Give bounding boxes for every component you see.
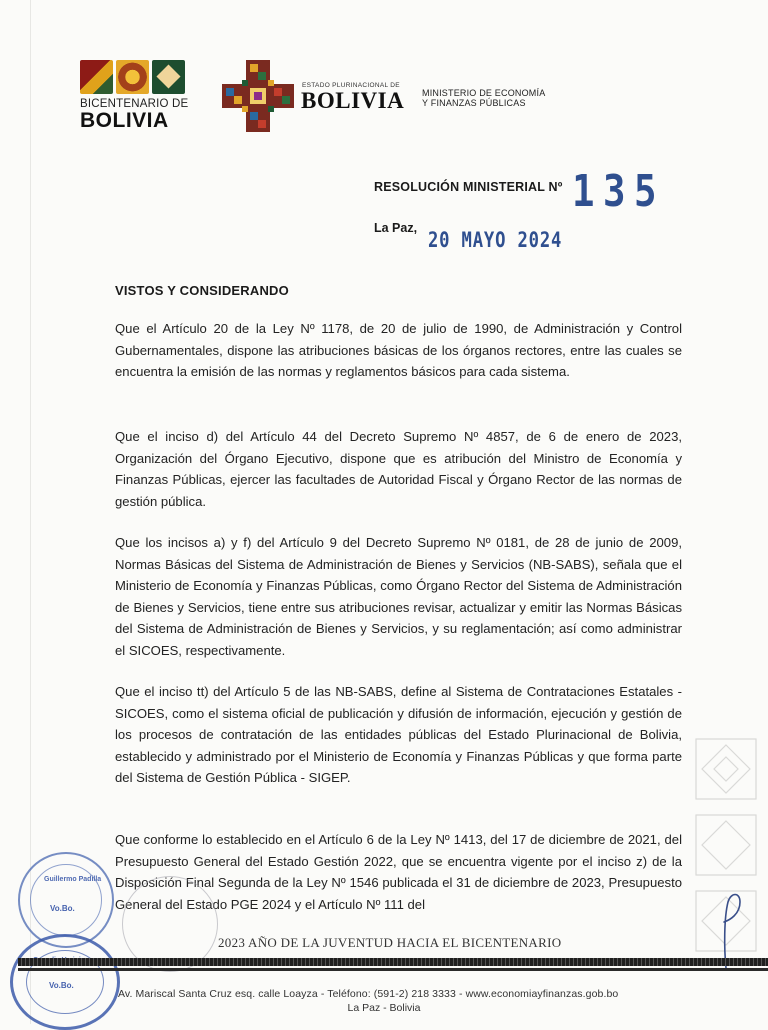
bicentenario-logo-icon	[80, 60, 200, 94]
ministerio-name	[422, 88, 572, 108]
logo-mark-diamond	[152, 60, 185, 94]
footer-rule-thick	[18, 958, 768, 966]
logo-mark-sun	[116, 60, 149, 94]
logo-mark-two	[80, 60, 113, 94]
footer-rule-thin	[18, 968, 768, 971]
paragraph-5: Que conforme lo establecido en el Artículo 6 de la Ley Nº 1413, del 17 de diciembre de 2021, del Presupuesto General del Estado Gestión 2022, que se encuentra vigente por el inciso z) de la Disposición Final Segunda de la Ley Nº 1546 publicada el 31 de diciembre de 2023, Presupuesto General del Estado PGE 2024 y el Artículo Nº 111 del	[115, 832, 682, 912]
estado-plurinacional-logo	[222, 58, 412, 138]
stamp-1-name: Guillermo Padilla	[44, 876, 102, 883]
paragraph-1: Que el Artículo 20 de la Ley Nº 1178, de 20 de julio de 1990, de Administración y Control Gubernamentales, dispone las atribuciones básicas de los órganos rectores, entre las cuales se encuentra la emisión de las normas y reglamentos básicos para cada sistema.	[115, 321, 682, 379]
stamp-1-vobo: Vo.Bo.	[50, 904, 75, 913]
paragraph-2: Que el inciso d) del Artículo 44 del Decreto Supremo Nº 4857, de 6 de enero de 2023, Organización del Órgano Ejecutivo, dispone que es atribución del Ministro de Economía y Finanzas Públicas, ejercer las facultades de Autoridad Fiscal y Órgano Rector de las normas de gestión pública.	[115, 429, 682, 509]
bicentenario-title: BOLIVIA	[80, 109, 169, 132]
section-heading: VISTOS Y CONSIDERANDO	[115, 283, 289, 298]
date-stamp: 20 MAYO 2024	[428, 228, 563, 252]
bicentenario-logo	[80, 60, 200, 140]
approval-stamp-2	[10, 934, 120, 1030]
chakana-cross-icon	[222, 60, 294, 132]
bicentenario-subtitle: BICENTENARIO DE	[80, 98, 189, 110]
resolution-number-stamp: 135	[572, 166, 666, 217]
paragraph-3: Que los incisos a) y f) del Artículo 9 del Decreto Supremo Nº 0181, de 28 de junio de 2009, Normas Básicas del Sistema de Administración de Bienes y Servicios (NB-SABS), señala que el Ministerio de Economía y Finanzas Públicas, como Órgano Rector del Sistema de Administración de Bienes y Servicios, tiene entre sus atribuciones revisar, actualizar y emitir las Normas Básicas del Sistema de Administración de Bienes y Servicios, y su reglamentación; así como administrar el SICOES, respectivamente.	[115, 535, 682, 658]
estado-title: BOLIVIA	[301, 88, 405, 113]
estado-subtitle: ESTADO PLURINACIONAL DE	[302, 82, 400, 89]
footer-motto: 2023 AÑO DE LA JUVENTUD HACIA EL BICENTENARIO	[218, 935, 562, 950]
paragraph-4: Que el inciso tt) del Artículo 5 de las NB-SABS, define al Sistema de Contrataciones Estatales - SICOES, como el sistema oficial de publicación y difusión de información, ejecución y gestión de los procesos de contratación de las entidades públicas del Estado Plurinacional de Bolivia, establecido y administrado por el Ministerio de Economía y Finanzas Públicas y que forma parte del Sistema de Gestión Pública - SIGEP.	[115, 684, 682, 785]
footer-address: Av. Mariscal Santa Cruz esq. calle Loayza - Teléfono: (591-2) 218 3333 - www.economiayfinanzas.gob.bo	[118, 988, 619, 1000]
footer-city: La Paz - Bolivia	[347, 1002, 421, 1014]
stamp-2-vobo: Vo.Bo.	[49, 981, 74, 990]
ministerio-line-1: MINISTERIO DE ECONOMÍA	[422, 88, 546, 98]
resolution-label: RESOLUCIÓN MINISTERIAL Nº	[374, 180, 563, 194]
place-label: La Paz,	[374, 221, 418, 235]
ministerio-line-2: Y FINANZAS PÚBLICAS	[422, 98, 526, 108]
